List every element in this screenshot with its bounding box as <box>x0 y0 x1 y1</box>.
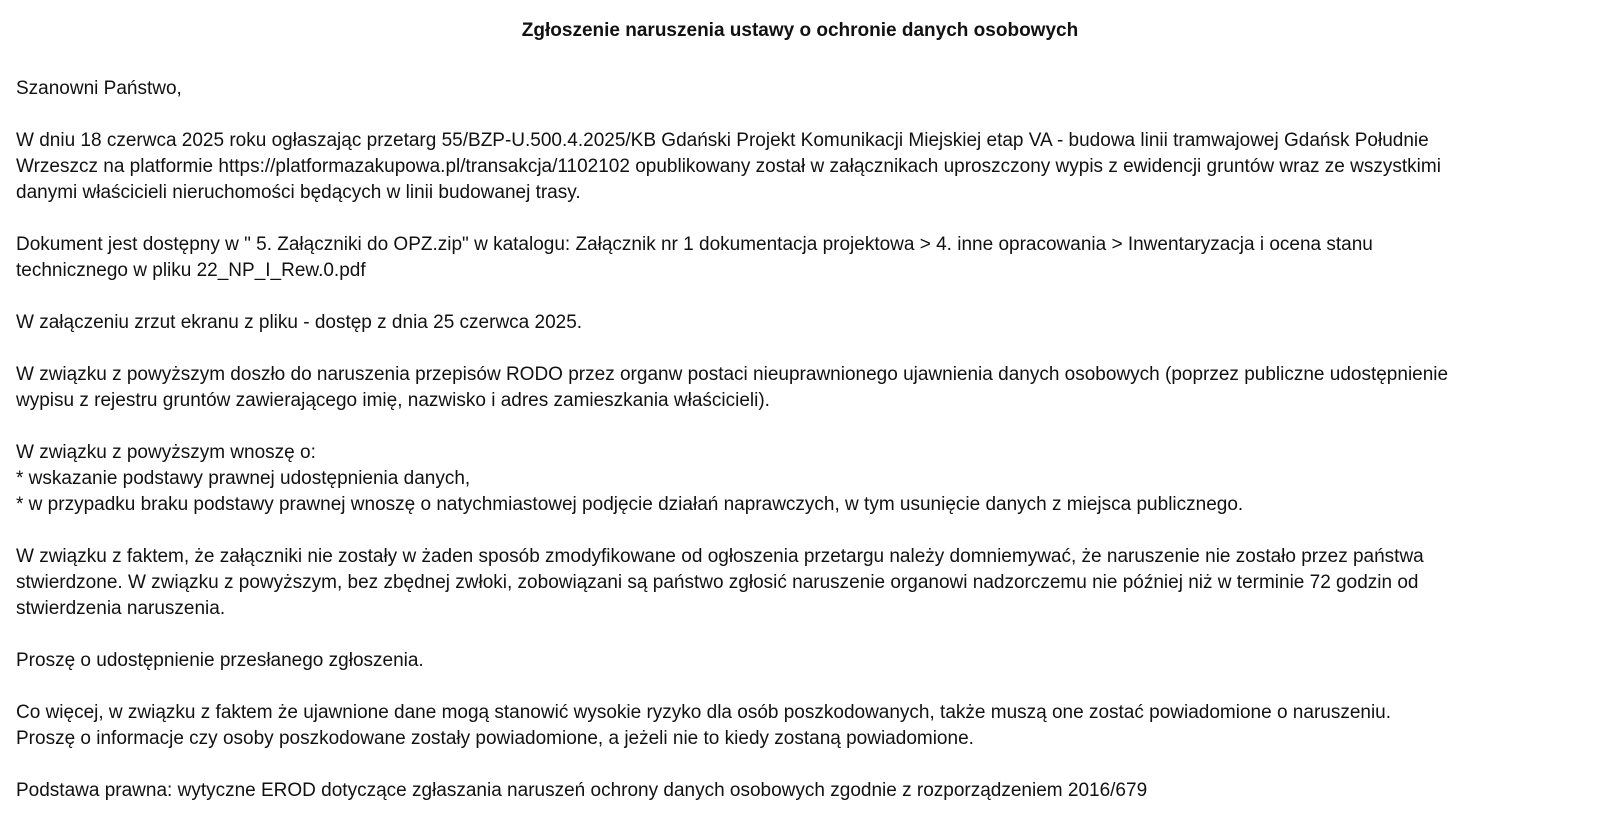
spacer <box>16 206 1584 232</box>
paragraph-line: W dniu 18 czerwca 2025 roku ogłaszając przetarg 55/BZP-U.500.4.2025/KB Gdański Projekt Komunikacji Miejskiej etap VA - budowa linii tramwajowej Gdańsk Południe <box>16 130 1429 151</box>
request-item: * w przypadku braku podstawy prawnej wnoszę o natychmiastowej podjęcie działań naprawczych, w tym usunięcie danych z miejsca publicznego. <box>16 494 1244 515</box>
spacer <box>16 284 1584 310</box>
spacer <box>16 752 1584 778</box>
paragraph-document-location <box>16 232 1584 284</box>
paragraph-line: W związku z powyższym doszło do naruszenia przepisów RODO przez organw postaci nieuprawnionego ujawnienia danych osobowych (poprzez publiczne udostępnienie <box>16 364 1449 385</box>
document-title: Zgłoszenie naruszenia ustawy o ochronie danych osobowych <box>521 20 1079 41</box>
spacer <box>16 336 1584 362</box>
paragraph-line: Proszę o udostępnienie przesłanego zgłoszenia. <box>16 650 424 671</box>
spacer <box>16 674 1584 700</box>
request-item: * wskazanie podstawy prawnej udostępnienia danych, <box>16 468 471 489</box>
spacer <box>16 50 1584 76</box>
requests-intro: W związku z powyższym wnoszę o: <box>16 442 316 463</box>
paragraph-line: Dokument jest dostępny w " 5. Załączniki do OPZ.zip" w katalogu: Załącznik nr 1 dokumentacja projektowa > 4. inne opracowania > Inwentaryzacja i ocena stanu <box>16 234 1373 255</box>
spacer <box>16 518 1584 544</box>
paragraph-tender-info <box>16 128 1584 206</box>
paragraph-line: Proszę o informacje czy osoby poszkodowane zostały powiadomione, a jeżeli nie to kiedy zostaną powiadomione. <box>16 728 974 749</box>
paragraph-legal-basis <box>16 778 1584 804</box>
paragraph-share-request <box>16 648 1584 674</box>
greeting <box>16 76 1584 102</box>
paragraph-notification-duty <box>16 544 1584 622</box>
paragraph-violation <box>16 362 1584 414</box>
paragraph-line: W załączeniu zrzut ekranu z pliku - dostęp z dnia 25 czerwca 2025. <box>16 312 583 333</box>
spacer <box>16 622 1584 648</box>
paragraph-attachment-note <box>16 310 1584 336</box>
paragraph-affected-persons <box>16 700 1584 752</box>
paragraph-line: danymi właścicieli nieruchomości będących w linii budowanej trasy. <box>16 182 581 203</box>
greeting-line: Szanowni Państwo, <box>16 78 182 99</box>
paragraph-line: W związku z faktem, że załączniki nie zostały w żaden sposób zmodyfikowane od ogłoszenia przetargu należy domniemywać, że naruszenie nie zostało przez państwa <box>16 546 1424 567</box>
spacer <box>16 102 1584 128</box>
paragraph-line: Co więcej, w związku z faktem że ujawnione dane mogą stanowić wysokie ryzyko dla osób poszkodowanych, także muszą one zostać powiadomione o naruszeniu. <box>16 702 1392 723</box>
spacer <box>16 414 1584 440</box>
paragraph-line: Wrzeszcz na platformie https://platformazakupowa.pl/transakcja/1102102 opublikowany został w załącznikach uproszczony wypis z ewidencji gruntów wraz ze wszystkimi <box>16 156 1441 177</box>
paragraph-line: stwierdzone. W związku z powyższym, bez zbędnej zwłoki, zobowiązani są państwo zgłosić naruszenie organowi nadzorczemu nie później niż w terminie 72 godzin od <box>16 572 1419 593</box>
paragraph-line: stwierdzenia naruszenia. <box>16 598 226 619</box>
paragraph-line: technicznego w pliku 22_NP_I_Rew.0.pdf <box>16 260 366 281</box>
paragraph-requests <box>16 440 1584 518</box>
paragraph-line: Podstawa prawna: wytyczne EROD dotyczące zgłaszania naruszeń ochrony danych osobowych zgodnie z rozporządzeniem 2016/679 <box>16 780 1148 801</box>
paragraph-line: wypisu z rejestru gruntów zawierającego imię, nazwisko i adres zamieszkania właścicieli). <box>16 390 770 411</box>
